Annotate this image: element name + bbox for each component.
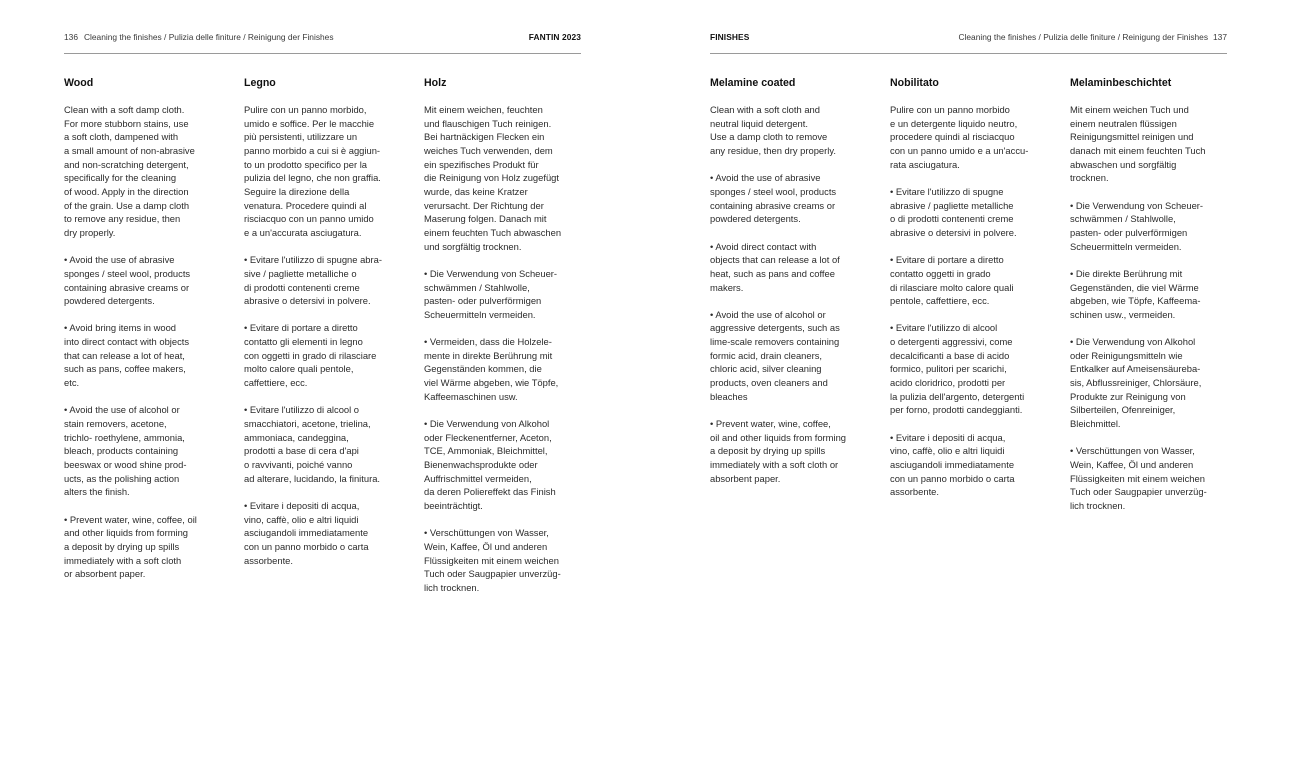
text-line: Pulire con un panno morbido (890, 104, 1010, 115)
text-line: • Avoid the use of alcohol or (710, 308, 826, 320)
text-line: For more stubborn stains, use (64, 117, 189, 129)
text-line: stain removers, acetone, (64, 418, 167, 430)
text-line: procedere quindi al risciacquo (890, 131, 1015, 143)
text-line: Tuch oder Saugpapier unverzüg- (424, 568, 561, 580)
text-line: lich trocknen. (424, 581, 480, 593)
text-line: abrasive / pagliette metalliche (890, 199, 1014, 211)
text-line: wurde, das keine Kratzer (424, 185, 528, 197)
column-title-wood: Wood (64, 77, 94, 89)
text-line: abgeben, wie Töpfe, Kaffeema- (1070, 295, 1201, 307)
text-line: Gegenständen kommen, die (424, 363, 542, 375)
text-line: powdered detergents. (710, 213, 801, 225)
left-page-header (64, 31, 581, 43)
text-line: Reinigungsmittel reinigen und (1070, 131, 1194, 143)
column-title-melamine-coated: Melamine coated (710, 77, 796, 89)
text-line: und sorgfältig trocknen. (424, 240, 522, 252)
text-line: viel Wärme abgeben, wie Töpfe, (424, 377, 559, 389)
text-line: TCE, Ammoniak, Bleichmittel, (424, 445, 548, 457)
text-line: contatto gli elementi in legno (244, 336, 363, 348)
text-line: • Avoid bring items in wood (64, 322, 177, 334)
column-melamine-coated (710, 76, 882, 499)
paragraph (890, 321, 1062, 417)
text-line: Maserung folgen. Danach mit (424, 213, 547, 225)
text-line: formico, pulitori per scarichi, (890, 363, 1007, 375)
paragraph (710, 417, 882, 485)
text-line: • Avoid the use of abrasive (710, 172, 821, 184)
text-line: • Die Verwendung von Alkohol (424, 418, 550, 430)
text-line: molto calore quali pentole, (244, 363, 354, 375)
brand-label: FANTIN 2023 (528, 32, 581, 42)
text-line: sponges / steel wool, products (64, 267, 191, 279)
paragraph (424, 335, 596, 403)
text-line: caffettiere, ecc. (244, 377, 308, 389)
text-line: con un panno umido e a un'accu- (890, 144, 1029, 156)
column-title-legno: Legno (244, 77, 276, 89)
paragraph (890, 253, 1062, 308)
text-line: that can release a lot of heat, (64, 349, 185, 361)
text-line: panno morbido a cui si è aggiun- (244, 144, 381, 156)
header-divider-left (64, 53, 581, 54)
text-line: danach mit einem feuchten Tuch (1070, 144, 1206, 156)
text-line: immediately with a soft cloth (64, 554, 182, 566)
text-line: umido e soffice. Per le macchie (244, 117, 375, 129)
text-line: asciugandoli immediatamente (890, 459, 1015, 470)
text-line: Scheuermitteln vermeiden. (424, 308, 536, 320)
text-line: vino, caffè, olio e altri liquidi (244, 513, 359, 525)
text-line: Use a damp cloth to remove (710, 131, 828, 143)
text-line: pasten- oder pulverförmigen (1070, 226, 1188, 238)
right-header-info (958, 31, 1227, 43)
text-line: da deren Poliereffekt das Finish (424, 486, 556, 498)
text-line: Mit einem weichen, feuchten (424, 104, 543, 115)
text-line: Clean with a soft damp cloth. (64, 104, 185, 115)
text-line: • Evitare di portare a diretto (890, 254, 1004, 266)
text-line: venatura. Procedere quindi al (244, 199, 367, 211)
text-line: die Reinigung von Holz zugefügt (424, 172, 559, 184)
text-line: pentole, caffettiere, ecc. (890, 295, 990, 307)
text-line: per forno, prodotti candeggianti. (890, 404, 1023, 416)
text-line: • Evitare i depositi di acqua, (890, 431, 1006, 443)
text-line: beeswax or wood shine prod- (64, 459, 187, 471)
header-divider-right (710, 53, 1227, 54)
text-line: o di prodotti contenenti creme (890, 213, 1014, 225)
paragraph (424, 267, 596, 322)
chapter-label: FINISHES (710, 32, 750, 42)
text-line: containing abrasive creams or (64, 281, 190, 293)
text-line: einem neutralen flüssigen (1070, 117, 1177, 129)
text-line: • Die Verwendung von Alkohol (1070, 336, 1196, 348)
text-line: to un prodotto specifico per la (244, 158, 367, 170)
text-line: Pulire con un panno morbido, (244, 104, 367, 115)
text-line: trocknen. (1070, 172, 1109, 184)
paragraph (244, 499, 416, 567)
text-line: specifically for the cleaning (64, 172, 177, 184)
paragraph (1070, 335, 1242, 431)
paragraph (1070, 267, 1242, 322)
paragraph (1070, 444, 1242, 512)
text-line: weiches Tuch verwenden, dem (424, 144, 553, 156)
paragraph (244, 403, 416, 485)
text-line: • Verschüttungen von Wasser, (1070, 445, 1195, 457)
left-header-info (64, 31, 334, 43)
text-line: of the grain. Use a damp cloth (64, 199, 190, 211)
text-line: products, oven cleaners and (710, 377, 828, 389)
text-line: to remove any residue, then (64, 213, 181, 225)
text-line: a soft cloth, dampened with (64, 131, 179, 143)
text-line: oil and other liquids from forming (710, 431, 847, 443)
text-line: absorbent paper. (710, 472, 781, 484)
text-line: a deposit by drying up spills (64, 540, 180, 552)
text-line: Kaffeemaschinen usw. (424, 390, 518, 402)
text-line: heat, such as pans and coffee (710, 267, 835, 279)
text-line: containing abrasive creams or (710, 199, 836, 211)
paragraph (1070, 199, 1242, 254)
text-line: a deposit by drying up spills (710, 445, 826, 457)
text-line: di rilasciare molto calore quali (890, 281, 1014, 293)
text-line: più persistenti, utilizzare un (244, 131, 358, 143)
text-line: dry properly. (64, 226, 116, 238)
text-line: Scheuermitteln vermeiden. (1070, 240, 1182, 252)
paragraph (244, 103, 416, 240)
text-line: oder Fleckenentferner, Aceton, (424, 431, 552, 443)
column-holz (424, 76, 596, 608)
text-line: and non-scratching detergent, (64, 158, 189, 170)
text-line: • Avoid the use of alcohol or (64, 404, 180, 416)
text-line: pasten- oder pulverförmigen (424, 295, 542, 307)
text-line: • Vermeiden, dass die Holzele- (424, 336, 552, 348)
text-line: Produkte zur Reinigung von (1070, 390, 1186, 402)
paragraph (890, 103, 1062, 171)
text-line: vino, caffè, olio e altri liquidi (890, 445, 1005, 457)
text-line: ad alterare, lucidando, la finitura. (244, 472, 381, 484)
text-line: or absorbent paper. (64, 568, 146, 580)
text-line: assorbente. (890, 486, 939, 498)
text-line: ein spezifisches Produkt für (424, 158, 539, 170)
paragraph (424, 417, 596, 513)
section-title-left: Cleaning the finishes / Pulizia delle finiture / Reinigung der Finishes (83, 32, 334, 42)
text-line: Bienenwachsprodukte oder (424, 459, 538, 471)
text-line: risciacquo con un panno umido (244, 213, 374, 225)
text-line: Silberteilen, Ofenreiniger, (1070, 404, 1176, 416)
text-line: trichlo- roethylene, ammonia, (64, 431, 185, 443)
text-line: contatto oggetti in grado (890, 267, 991, 279)
text-line: decalcificanti a base di acido (890, 349, 1010, 361)
text-line: ucts, as the polishing action (64, 472, 180, 484)
text-line: e un detergente liquido neutro, (890, 117, 1018, 129)
text-line: abrasive o detersivi in polvere. (244, 295, 371, 307)
column-melaminbeschichtet (1070, 76, 1242, 526)
text-line: and other liquids from forming (64, 527, 189, 539)
text-line: verursacht. Der Richtung der (424, 199, 544, 211)
text-line: abwaschen und sorgfältig (1070, 158, 1177, 170)
column-title-melaminbeschichtet: Melaminbeschichtet (1070, 77, 1172, 89)
text-line: • Prevent water, wine, coffee, oil (64, 513, 197, 525)
text-line: chloric acid, silver cleaning (710, 363, 822, 375)
text-line: smacchiatori, acetone, trielina, (244, 418, 371, 430)
text-line: sponges / steel wool, products (710, 185, 837, 197)
text-line: Bei hartnäckigen Flecken ein (424, 131, 545, 143)
column-title-nobilitato: Nobilitato (890, 77, 939, 89)
text-line: o detergenti aggressivi, come (890, 336, 1013, 348)
text-line: Wein, Kaffee, Öl und anderen (424, 540, 548, 552)
text-line: Auffrischmittel vermeiden, (424, 472, 532, 484)
text-line: • Avoid direct contact with (710, 240, 817, 252)
paragraph (64, 103, 236, 240)
text-line: di prodotti contenenti creme (244, 281, 360, 293)
paragraph (64, 253, 236, 308)
left-page (64, 0, 581, 775)
text-line: formic acid, drain cleaners, (710, 349, 823, 361)
text-line: rata asciugatura. (890, 158, 960, 170)
text-line: etc. (64, 377, 80, 389)
text-line: • Avoid the use of abrasive (64, 254, 175, 266)
text-line: sive / pagliette metalliche o (244, 267, 357, 279)
paragraph (710, 240, 882, 295)
text-line: con oggetti in grado di rilasciare (244, 349, 377, 361)
paragraph (890, 431, 1062, 499)
section-title-right: Cleaning the finishes / Pulizia delle finiture / Reinigung der Finishes (958, 32, 1209, 42)
text-line: immediately with a soft cloth or (710, 459, 839, 470)
text-line: Flüssigkeiten mit einem weichen (1070, 472, 1205, 484)
column-legno (244, 76, 416, 581)
text-line: • Prevent water, wine, coffee, (710, 418, 831, 430)
text-line: • Die Verwendung von Scheuer- (424, 267, 558, 279)
page-number-left: 136 (64, 32, 78, 42)
text-line: any residue, then dry properly. (710, 144, 836, 156)
text-line: con un panno morbido o carta (244, 540, 369, 552)
text-line: asciugandoli immediatamente (244, 527, 369, 539)
paragraph (424, 526, 596, 594)
text-line: bleaches (710, 390, 748, 402)
text-line: objects that can release a lot of (710, 254, 840, 266)
text-line: sis, Abflussreiniger, Chlorsäure, (1070, 377, 1202, 389)
text-line: • Die direkte Berührung mit (1070, 267, 1183, 279)
text-line: abrasive o detersivi in polvere. (890, 226, 1017, 238)
text-line: Flüssigkeiten mit einem weichen (424, 554, 559, 566)
text-line: • Evitare di portare a diretto (244, 322, 358, 334)
text-line: • Evitare i depositi di acqua, (244, 499, 360, 511)
text-line: ammoniaca, candeggina, (244, 431, 349, 443)
text-line: a small amount of non-abrasive (64, 144, 195, 156)
text-line: Clean with a soft cloth and (710, 104, 820, 115)
text-line: makers. (710, 281, 744, 293)
text-line: Tuch oder Saugpapier unverzüg- (1070, 486, 1207, 498)
text-line: mente in direkte Berührung mit (424, 349, 553, 361)
text-line: prodotti a base di cera d'api (244, 445, 359, 457)
text-line: neutral liquid detergent. (710, 117, 808, 129)
text-line: e a un'accurata asciugatura. (244, 226, 362, 238)
text-line: schinen usw., vermeiden. (1070, 308, 1176, 320)
right-page-header (710, 31, 1227, 43)
text-line: Bleichmittel. (1070, 418, 1121, 430)
right-page (710, 0, 1227, 775)
paragraph (710, 103, 882, 158)
text-line: assorbente. (244, 554, 293, 566)
text-line: beeinträchtigt. (424, 499, 483, 511)
text-line: und flauschigen Tuch reinigen. (424, 117, 552, 129)
text-line: Mit einem weichen Tuch und (1070, 104, 1189, 115)
text-line: • Evitare l'utilizzo di alcool o (244, 404, 360, 416)
text-line: into direct contact with objects (64, 336, 190, 348)
text-line: aggressive detergents, such as (710, 322, 840, 334)
text-line: Gegenständen, die viel Wärme (1070, 281, 1199, 293)
text-line: einem feuchten Tuch abwaschen (424, 226, 562, 238)
text-line: Seguire la direzione della (244, 185, 350, 197)
text-line: • Die Verwendung von Scheuer- (1070, 199, 1204, 211)
text-line: acido cloridrico, prodotti per (890, 377, 1006, 389)
paragraph (244, 253, 416, 308)
text-line: oder Reinigungsmitteln wie (1070, 349, 1183, 361)
text-line: • Evitare l'utilizzo di spugne abra- (244, 254, 382, 266)
paragraph (64, 403, 236, 499)
page-number-right: 137 (1213, 32, 1227, 42)
paragraph (1070, 103, 1242, 185)
text-line: bleach, products containing (64, 445, 179, 457)
paragraph (64, 513, 236, 581)
text-line: Entkalker auf Ameisensäureba- (1070, 363, 1201, 375)
text-line: lich trocknen. (1070, 499, 1126, 511)
column-title-holz: Holz (424, 77, 447, 89)
text-line: lime-scale removers containing (710, 336, 840, 348)
text-line: la pulizia dell'argento, detergenti (890, 390, 1025, 402)
text-line: con un panno morbido o carta (890, 472, 1015, 484)
text-line: schwämmen / Stahlwolle, (424, 281, 530, 293)
text-line: of wood. Apply in the direction (64, 185, 189, 197)
column-nobilitato (890, 76, 1062, 513)
text-line: • Verschüttungen von Wasser, (424, 527, 549, 539)
paragraph (710, 308, 882, 404)
text-line: o ravvivanti, poiché vanno (244, 459, 353, 471)
text-line: alters the finish. (64, 486, 130, 498)
paragraph (890, 185, 1062, 240)
text-line: • Evitare l'utilizzo di spugne (890, 185, 1004, 197)
text-line: such as pans, coffee makers, (64, 363, 186, 375)
paragraph (424, 103, 596, 253)
text-line: pulizia del legno, che non graffia. (244, 172, 381, 184)
column-wood (64, 76, 236, 595)
paragraph (244, 321, 416, 389)
paragraph (710, 171, 882, 226)
paragraph (64, 321, 236, 389)
text-line: Wein, Kaffee, Öl und anderen (1070, 459, 1194, 470)
text-line: powdered detergents. (64, 295, 155, 307)
text-line: • Evitare l'utilizzo di alcool (890, 322, 998, 334)
text-line: schwämmen / Stahlwolle, (1070, 213, 1176, 225)
